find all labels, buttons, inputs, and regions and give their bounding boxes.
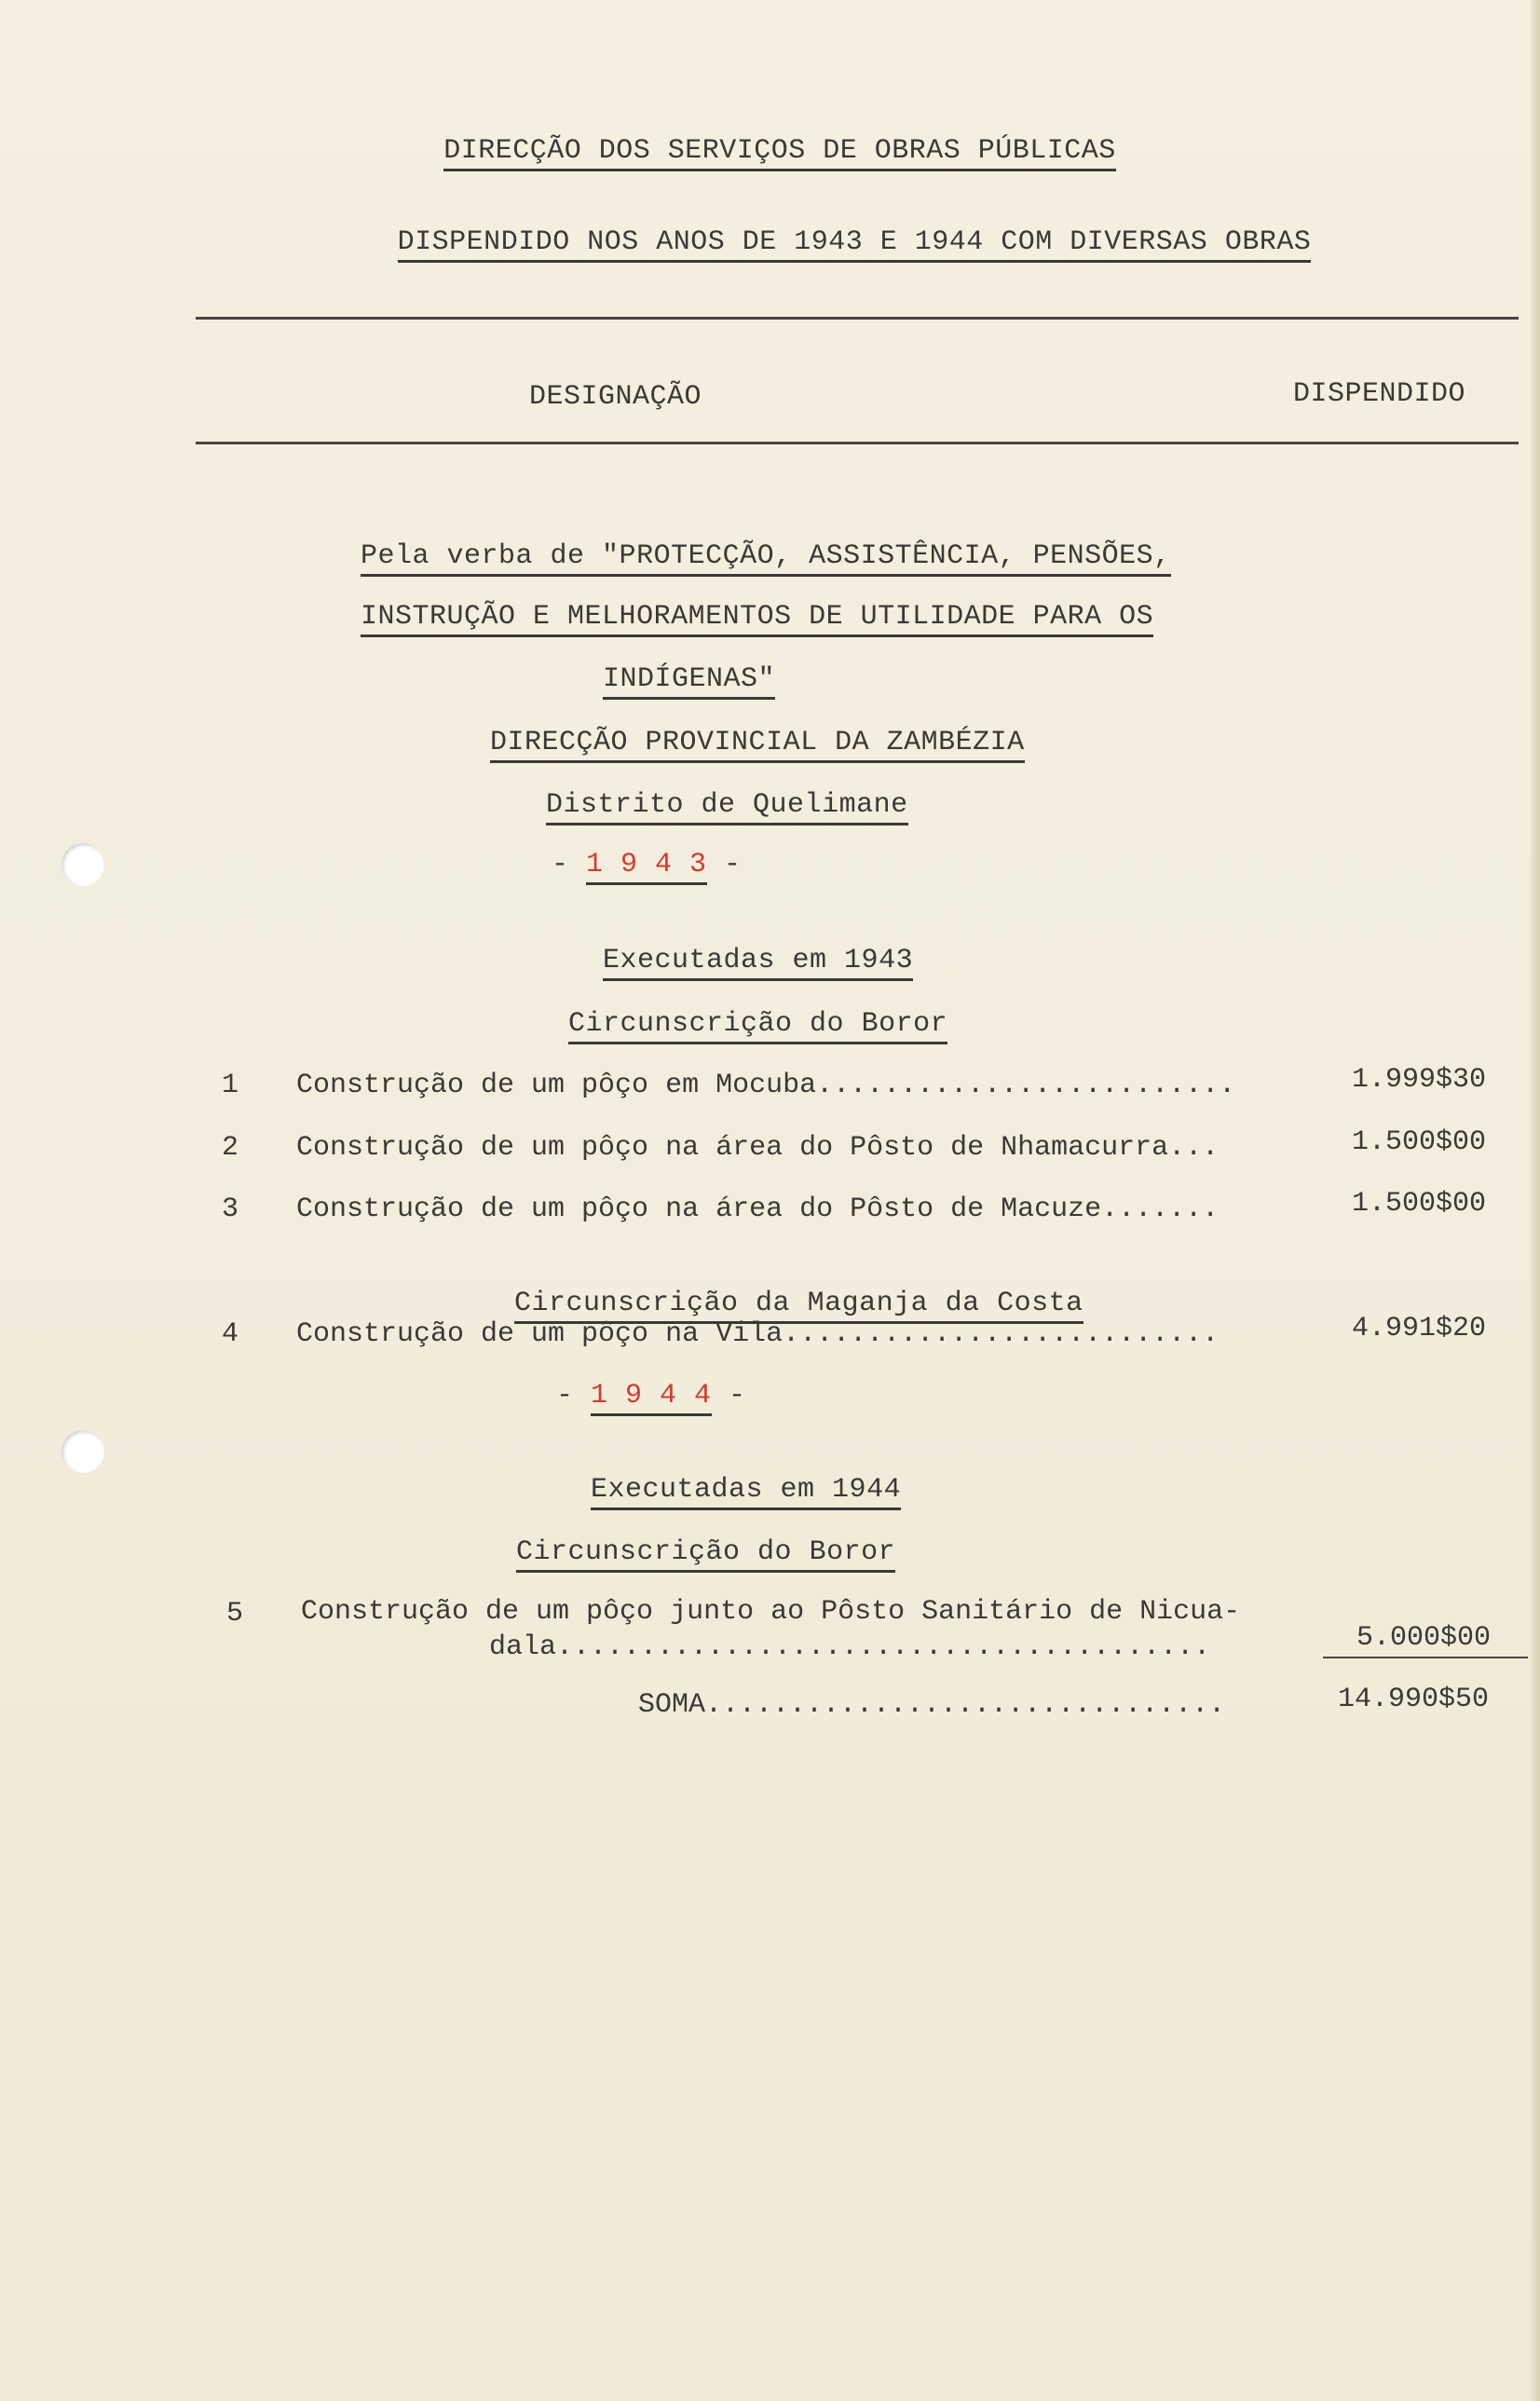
column-designation: DESIGNAÇÃO [529, 381, 702, 413]
district-wrap [477, 755, 908, 855]
budget-line-2: INSTRUÇÃO E MELHORAMENTOS DE UTILIDADE PARA OS [361, 601, 1153, 637]
item-1-amount: 1.999$30 [1351, 1064, 1486, 1096]
header-title: DIRECÇÃO DOS SERVIÇOS DE OBRAS PÚBLICAS [443, 135, 1116, 171]
circ-boror-1943: Circunscrição do Boror [568, 1008, 947, 1044]
executed-1944: Executadas em 1944 [591, 1474, 901, 1510]
item-3-amount: 1.500$00 [1351, 1188, 1486, 1220]
top-rule [196, 317, 1519, 320]
item-1-desc: Construção de um pôço em Mocuba......................... [296, 1070, 1236, 1101]
year-1943: 1 9 4 3 [586, 849, 707, 885]
circ-boror-1943-wrap [499, 974, 947, 1074]
item-4-number: 4 [222, 1318, 239, 1350]
header-subtitle: DISPENDIDO NOS ANOS DE 1943 E 1944 COM DIVERSAS OBRAS [398, 226, 1312, 263]
header-subtitle-wrap [0, 192, 1540, 293]
item-5-desc-cont: dala....................................... [489, 1631, 1211, 1663]
item-4-desc: Construção de um pôço na Vila.......................... [296, 1318, 1220, 1350]
year-1944: 1 9 4 4 [591, 1380, 712, 1416]
item-2-desc: Construção de um pôço na área do Pôsto de Nhamacurra... [296, 1132, 1220, 1164]
header-title-wrap [0, 101, 1491, 201]
year-1943-heading: - 1 9 4 3 - [552, 848, 742, 881]
item-3-number: 3 [222, 1194, 239, 1225]
directorate: DIRECÇÃO PROVINCIAL DA ZAMBÉZIA [490, 727, 1025, 763]
columns-rule [196, 442, 1519, 444]
budget-line-3: INDÍGENAS" [603, 663, 775, 700]
circ-maganja: Circunscrição da Maganja da Costa [514, 1288, 1083, 1324]
sum-rule [1323, 1657, 1528, 1658]
total-label: SOMA............................... [638, 1689, 1226, 1721]
executed-1943: Executadas em 1943 [603, 945, 913, 981]
district: Distrito de Quelimane [546, 789, 908, 825]
item-2-number: 2 [222, 1132, 239, 1164]
punch-hole-bottom [61, 1430, 104, 1473]
circ-boror-1944: Circunscrição do Boror [516, 1536, 895, 1573]
year-1944-heading: - 1 9 4 4 - [556, 1379, 746, 1412]
item-5-number: 5 [226, 1598, 244, 1630]
item-2-amount: 1.500$00 [1351, 1126, 1486, 1158]
circ-boror-1944-wrap [447, 1502, 895, 1603]
item-1-number: 1 [222, 1070, 239, 1101]
item-4-amount: 4.991$20 [1351, 1313, 1486, 1344]
item-3-desc: Construção de um pôço na área do Pôsto de Macuze....... [296, 1194, 1220, 1225]
budget-line-1: Pela verba de "PROTECÇÃO, ASSISTÊNCIA, PENSÕES, [361, 540, 1171, 577]
item-5-amount: 5.000$00 [1356, 1622, 1491, 1654]
total-amount: 14.990$50 [1337, 1684, 1489, 1715]
paper-edge [1531, 0, 1540, 2401]
item-5-desc: Construção de um pôço junto ao Pôsto Sanitário de Nicua- [301, 1596, 1241, 1628]
column-dispendido: DISPENDIDO [1293, 378, 1466, 410]
punch-hole-top [61, 843, 104, 886]
